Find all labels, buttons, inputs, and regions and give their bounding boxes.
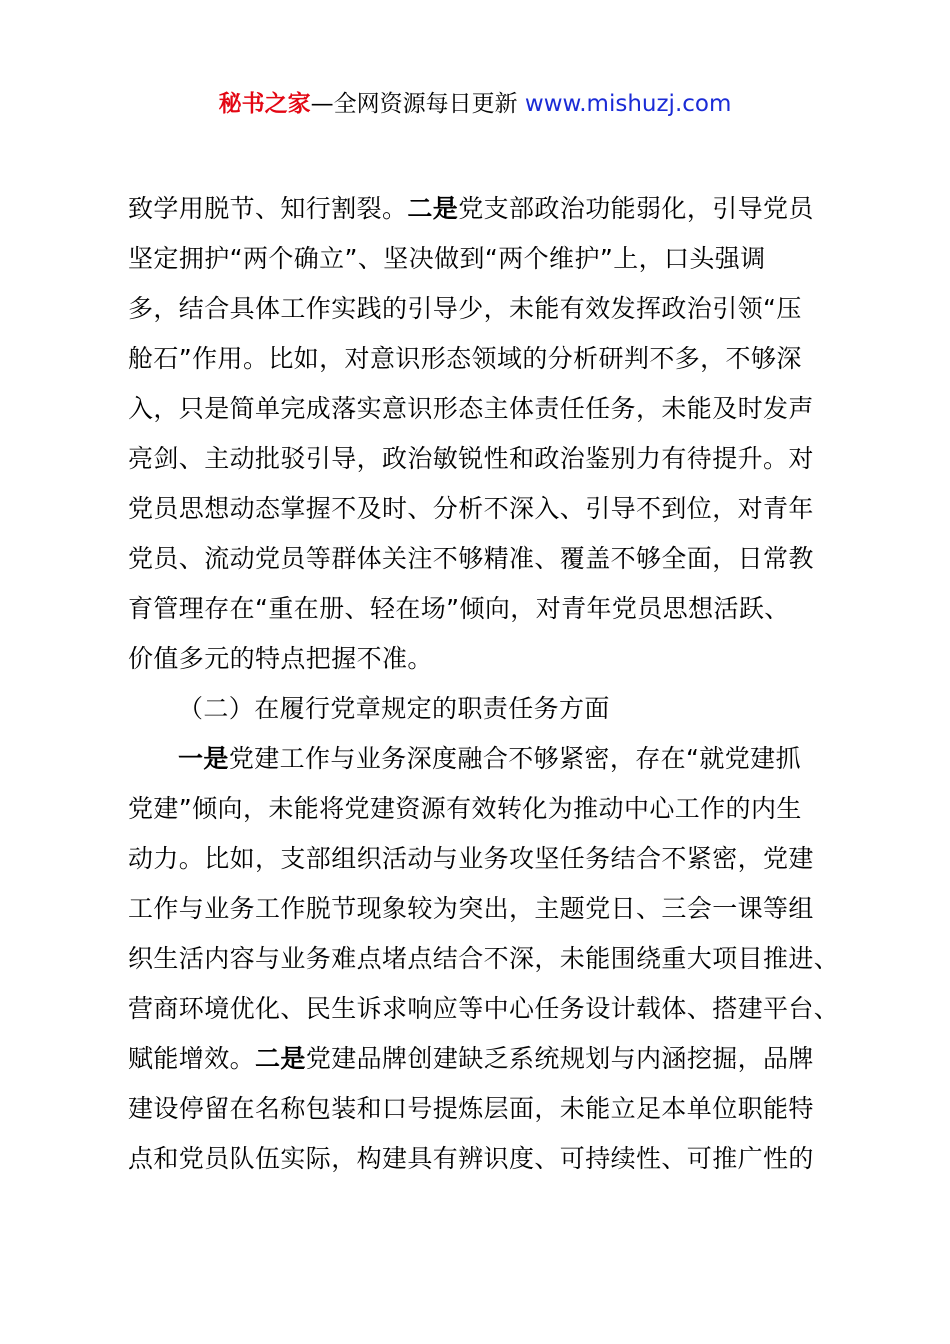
text-line: 价值多元的特点把握不准。 <box>128 644 433 673</box>
bold-marker: 一是 <box>178 744 229 773</box>
text-line: 动力。比如，支部组织活动与业务攻坚任务结合不紧密，党建 <box>128 844 814 873</box>
text-line: 党员、流动党员等群体关注不够精准、覆盖不够全面，日常教 <box>128 544 814 573</box>
text-line: 党员思想动态掌握不及时、分析不深入、引导不到位，对青年 <box>128 494 814 523</box>
brand-name: 秘书之家 <box>218 91 311 117</box>
page-header <box>0 86 950 122</box>
header-slogan: —全网资源每日更新 <box>310 91 525 117</box>
bold-marker: 二是 <box>407 194 459 223</box>
text-line: 亮剑、主动批驳引导，政治敏锐性和政治鉴别力有待提升。对 <box>128 444 814 473</box>
text-line: 育管理存在“重在册、轻在场”倾向，对青年党员思想活跃、 <box>128 594 790 623</box>
text-line: 赋能增效。二是党建品牌创建缺乏系统规划与内涵挖掘，品牌 <box>128 1044 814 1073</box>
text-line: 党建”倾向，未能将党建资源有效转化为推动中心工作的内生 <box>128 794 802 823</box>
text-line: 坚定拥护“两个确立”、坚决做到“两个维护”上，口头强调 <box>128 244 766 273</box>
text-line: 舱石”作用。比如，对意识形态领域的分析研判不多，不够深 <box>128 344 802 373</box>
text-line: 点和党员队伍实际，构建具有辨识度、可持续性、可推广性的 <box>128 1144 814 1173</box>
text-line: 多，结合具体工作实践的引导少，未能有效发挥政治引领“压 <box>128 294 802 323</box>
header-url[interactable]: www.mishuzj.com <box>524 91 732 117</box>
text-line: 入，只是简单完成落实意识形态主体责任任务，未能及时发声 <box>128 394 814 423</box>
text-line: 致学用脱节、知行割裂。二是党支部政治功能弱化，引导党员 <box>128 194 814 223</box>
bold-marker: 二是 <box>255 1044 306 1073</box>
text-line: 织生活内容与业务难点堵点结合不深，未能围绕重大项目推进、 <box>128 944 840 973</box>
text-line: 营商环境优化、民生诉求响应等中心任务设计载体、搭建平台、 <box>128 994 840 1023</box>
section-heading: （二）在履行党章规定的职责任务方面 <box>178 694 610 723</box>
text-line: 建设停留在名称包装和口号提炼层面，未能立足本单位职能特 <box>128 1094 814 1123</box>
text-line: 工作与业务工作脱节现象较为突出，主题党日、三会一课等组 <box>128 894 814 923</box>
text-line: 一是党建工作与业务深度融合不够紧密，存在“就党建抓 <box>178 744 801 773</box>
document-body <box>128 184 840 1184</box>
